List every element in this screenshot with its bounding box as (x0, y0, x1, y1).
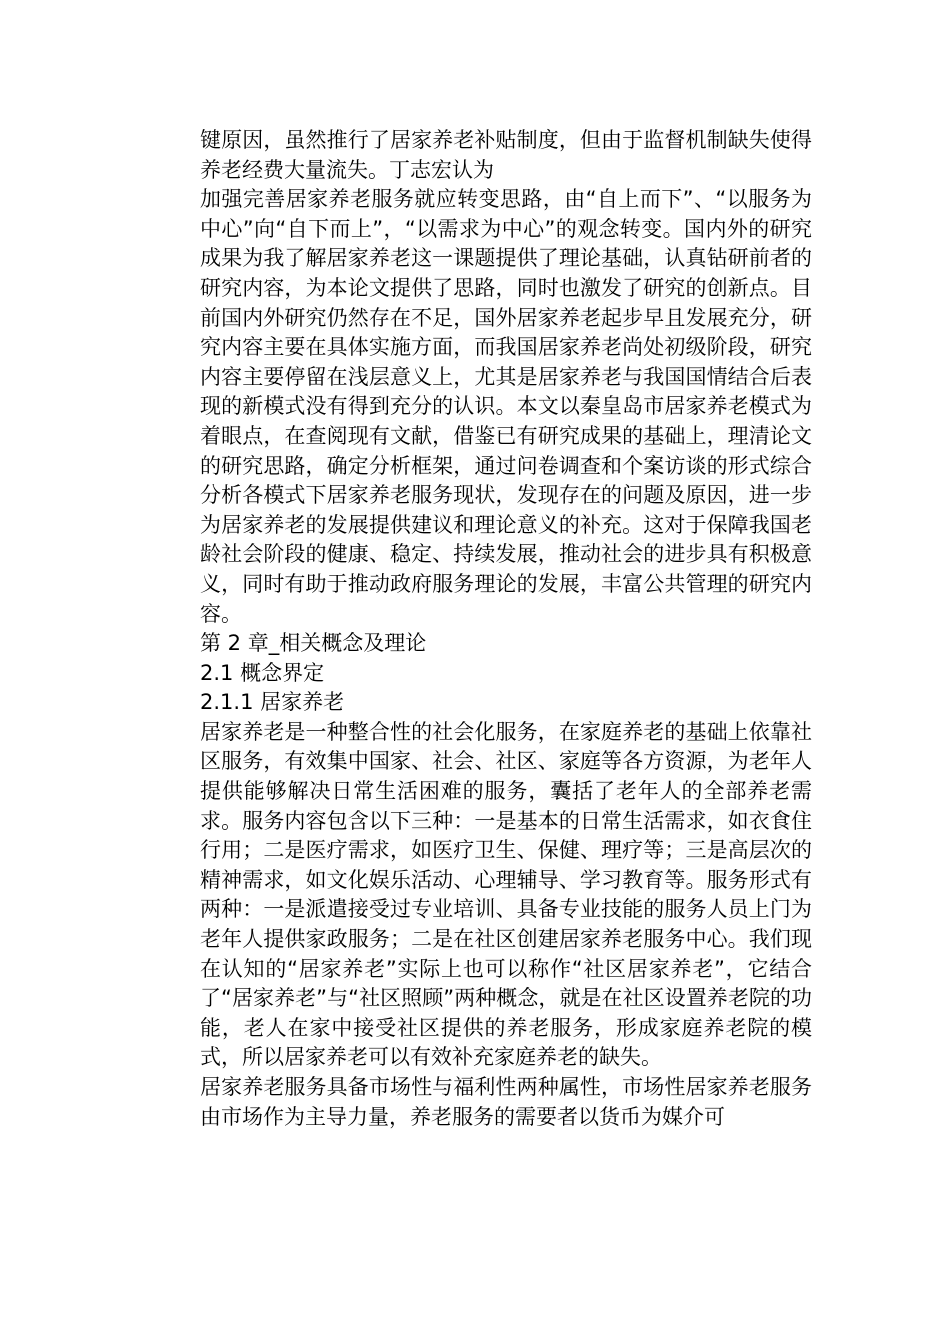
paragraph-home-care-attributes: 居家养老服务具备市场性与福利性两种属性，市场性居家养老服务由市场作为主导力量，养老服务的需要者以货币为媒介可 (200, 1075, 812, 1129)
subsection-heading: 2.1.1 居家养老 (200, 690, 345, 715)
paragraph-intro-continued: 键原因，虽然推行了居家养老补贴制度，但由于监督机制缺失使得养老经费大量流失。丁志宏认为 (200, 128, 812, 182)
chapter-heading: 第 2 章_相关概念及理论 (200, 631, 427, 656)
paragraph-home-care-definition: 居家养老是一种整合性的社会化服务，在家庭养老的基础上依靠社区服务，有效集中国家、社会、社区、家庭等各方资源，为老年人提供能够解决日常生活困难的服务，囊括了老年人的全部养老需求。服务内容包含以下三种：一是基本的日常生活需求，如衣食住行用；二是医疗需求，如医疗卫生、保健、理疗等；三是高层次的精神需求，如文化娱乐活动、心理辅导、学习教育等。服务形式有两种：一是派遣接受过专业培训、具备专业技能的服务人员上门为老年人提供家政服务；二是在社区创建居家养老服务中心。我们现在认知的“居家养老”实际上也可以称作“社区居家养老”，它结合了“居家养老”与“社区照顾”两种概念，就是在社区设置养老院的功能，老人在家中接受社区提供的养老服务，形成家庭养老院的模式，所以居家养老可以有效补充家庭养老的缺失。 (200, 719, 812, 1070)
section-heading: 2.1 概念界定 (200, 660, 325, 685)
document-page (200, 126, 812, 1132)
paragraph-research-review: 加强完善居家养老服务就应转变思路，由“自上而下”、“以服务为中心”向“自下而上”，“以需求为中心”的观念转变。国内外的研究成果为我了解居家养老这一课题提供了理论基础，认真钻研前者的研究内容，为本论文提供了思路，同时也激发了研究的创新点。目前国内外研究仍然存在不足，国外居家养老起步早且发展充分，研究内容主要在具体实施方面，而我国居家养老尚处初级阶段，研究内容主要停留在浅层意义上，尤其是居家养老与我国国情结合后表现的新模式没有得到充分的认识。本文以秦皇岛市居家养老模式为着眼点，在查阅现有文献，借鉴已有研究成果的基础上，理清论文的研究思路，确定分析框架，通过问卷调查和个案访谈的形式综合分析各模式下居家养老服务现状，发现存在的问题及原因，进一步为居家养老的发展提供建议和理论意义的补充。这对于保障我国老龄社会阶段的健康、稳定、持续发展，推动社会的进步具有积极意义，同时有助于推动政府服务理论的发展，丰富公共管理的研究内容。 (200, 187, 812, 626)
